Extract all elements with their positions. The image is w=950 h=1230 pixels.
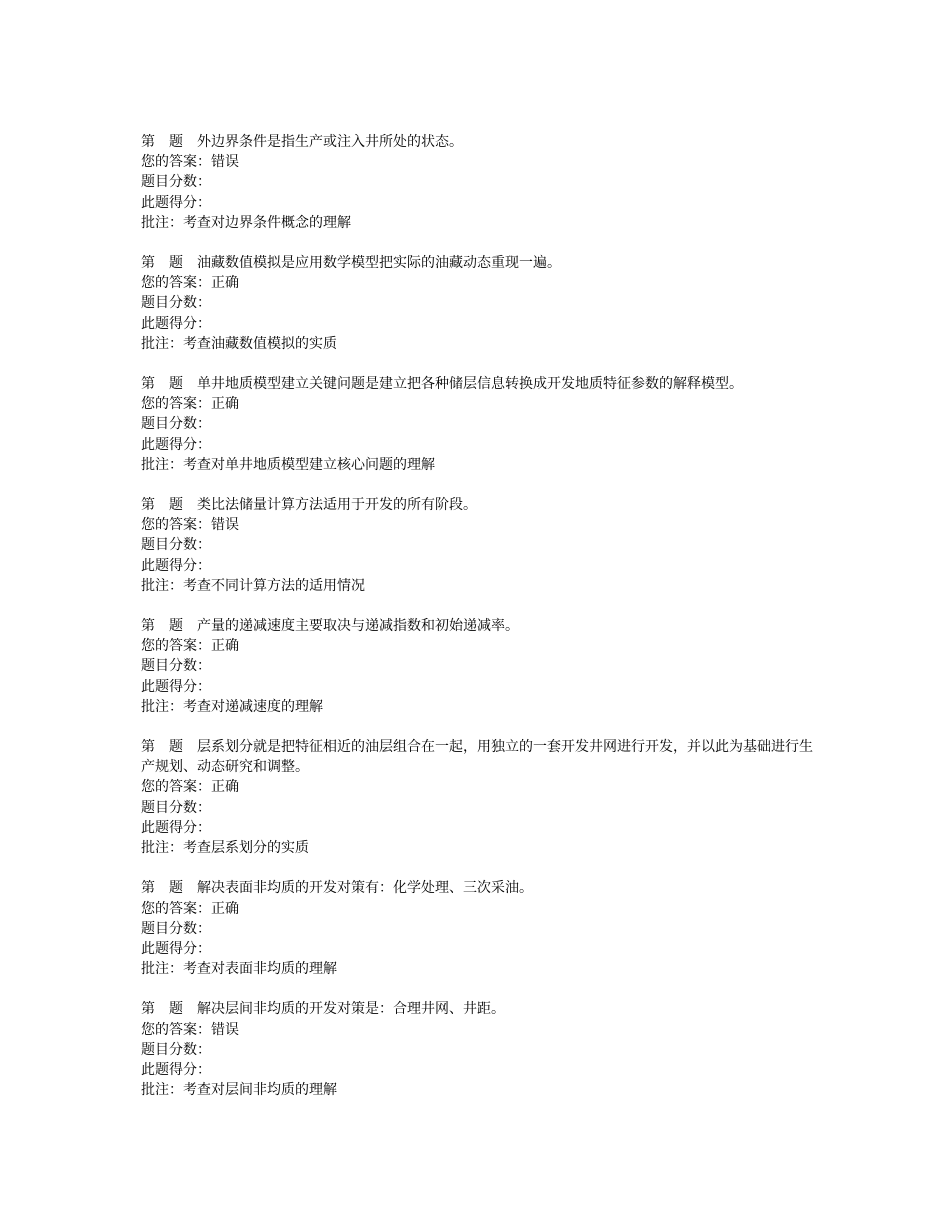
answer-label: 您的答案：	[141, 638, 211, 655]
note-value: 考查油藏数值模拟的实质	[183, 335, 337, 352]
answer-line	[141, 515, 821, 535]
earned-line	[141, 1060, 821, 1080]
answer-value: 正确	[211, 396, 239, 413]
ti-label: 题	[169, 1001, 183, 1018]
question-number-label	[141, 737, 197, 757]
note-label: 批注：	[141, 1082, 183, 1099]
question-text-line	[141, 253, 821, 273]
question-text: 外边界条件是指生产或注入井所处的状态。	[197, 134, 463, 150]
score-label: 题目分数：	[141, 295, 211, 312]
earned-label: 此题得分：	[141, 194, 211, 211]
di-label: 第	[141, 255, 155, 272]
earned-line	[141, 435, 821, 455]
document-page	[141, 132, 821, 1120]
question-text-line	[141, 999, 821, 1019]
answer-line	[141, 1020, 821, 1040]
note-value: 考查对层间非均质的理解	[183, 1082, 337, 1099]
answer-line	[141, 152, 821, 172]
question-text: 油藏数值模拟是应用数学模型把实际的油藏动态重现一遍。	[197, 255, 561, 272]
question-number-label	[141, 374, 197, 394]
note-value: 考查对递减速度的理解	[183, 698, 323, 715]
answer-line	[141, 777, 821, 797]
answer-value: 正确	[211, 275, 239, 292]
ti-label: 题	[169, 739, 183, 756]
di-label: 第	[141, 1001, 155, 1018]
note-value: 考查不同计算方法的适用情况	[183, 577, 365, 594]
answer-value: 正确	[211, 779, 239, 796]
answer-label: 您的答案：	[141, 275, 211, 292]
question-text-line	[141, 374, 821, 394]
question-block-1	[141, 132, 821, 233]
note-value: 考查对边界条件概念的理解	[183, 214, 351, 231]
di-label: 第	[141, 618, 155, 635]
score-label: 题目分数：	[141, 920, 211, 937]
answer-value: 错误	[211, 1021, 239, 1038]
earned-label: 此题得分：	[141, 315, 211, 332]
score-label: 题目分数：	[141, 416, 211, 433]
score-line	[141, 798, 821, 818]
earned-line	[141, 677, 821, 697]
earned-label: 此题得分：	[141, 678, 211, 695]
earned-line	[141, 314, 821, 334]
question-text-line	[141, 132, 821, 152]
earned-line	[141, 939, 821, 959]
score-line	[141, 172, 821, 192]
question-block-2	[141, 253, 821, 354]
answer-line	[141, 273, 821, 293]
note-line	[141, 1080, 821, 1100]
answer-value: 错误	[211, 154, 239, 171]
question-text: 解决表面非均质的开发对策有：化学处理、三次采油。	[197, 880, 533, 897]
question-number-label	[141, 253, 197, 273]
score-line	[141, 414, 821, 434]
answer-label: 您的答案：	[141, 1021, 211, 1038]
note-line	[141, 959, 821, 979]
ti-label: 题	[169, 376, 183, 393]
question-text: 类比法储量计算方法适用于开发的所有阶段。	[197, 497, 477, 514]
ti-label: 题	[169, 497, 183, 514]
earned-line	[141, 818, 821, 838]
note-line	[141, 838, 821, 858]
note-label: 批注：	[141, 961, 183, 978]
score-line	[141, 656, 821, 676]
question-text-line	[141, 495, 821, 515]
earned-label: 此题得分：	[141, 436, 211, 453]
di-label: 第	[141, 376, 155, 393]
answer-line	[141, 636, 821, 656]
answer-label: 您的答案：	[141, 396, 211, 413]
question-block-7	[141, 878, 821, 979]
question-text-line	[141, 616, 821, 636]
note-value: 考查对单井地质模型建立核心问题的理解	[183, 456, 435, 473]
note-line	[141, 334, 821, 354]
answer-value: 错误	[211, 517, 239, 534]
earned-label: 此题得分：	[141, 557, 211, 574]
note-value: 考查层系划分的实质	[183, 840, 309, 857]
earned-label: 此题得分：	[141, 1061, 211, 1078]
question-block-4	[141, 495, 821, 596]
ti-label: 题	[169, 134, 183, 150]
note-label: 批注：	[141, 214, 183, 231]
question-text-line	[141, 737, 821, 777]
question-text: 解决层间非均质的开发对策是：合理井网、井距。	[197, 1001, 505, 1018]
score-line	[141, 919, 821, 939]
score-label: 题目分数：	[141, 1041, 211, 1058]
earned-label: 此题得分：	[141, 819, 211, 836]
answer-label: 您的答案：	[141, 900, 211, 917]
question-number-label	[141, 878, 197, 898]
question-text: 产量的递减速度主要取决与递减指数和初始递减率。	[197, 618, 519, 635]
score-line	[141, 535, 821, 555]
di-label: 第	[141, 739, 155, 756]
question-block-8	[141, 999, 821, 1100]
ti-label: 题	[169, 255, 183, 272]
score-line	[141, 293, 821, 313]
question-text-line	[141, 878, 821, 898]
question-block-6	[141, 737, 821, 858]
earned-label: 此题得分：	[141, 940, 211, 957]
score-label: 题目分数：	[141, 799, 211, 816]
note-label: 批注：	[141, 840, 183, 857]
note-value: 考查对表面非均质的理解	[183, 961, 337, 978]
note-line	[141, 213, 821, 233]
answer-label: 您的答案：	[141, 779, 211, 796]
answer-label: 您的答案：	[141, 517, 211, 534]
di-label: 第	[141, 880, 155, 897]
question-text: 单井地质模型建立关键问题是建立把各种储层信息转换成开发地质特征参数的解释模型。	[197, 376, 743, 393]
note-label: 批注：	[141, 335, 183, 352]
di-label: 第	[141, 497, 155, 514]
question-text: 层系划分就是把特征相近的油层组合在一起，用独立的一套开发井网进行开发，并以此为基础进行生产规划、动态研究和调整。	[141, 739, 813, 776]
score-label: 题目分数：	[141, 537, 211, 554]
note-line	[141, 697, 821, 717]
answer-value: 正确	[211, 638, 239, 655]
answer-line	[141, 899, 821, 919]
score-label: 题目分数：	[141, 658, 211, 675]
question-block-5	[141, 616, 821, 717]
ti-label: 题	[169, 880, 183, 897]
answer-value: 正确	[211, 900, 239, 917]
note-label: 批注：	[141, 577, 183, 594]
score-line	[141, 1040, 821, 1060]
ti-label: 题	[169, 618, 183, 635]
question-number-label	[141, 495, 197, 515]
note-label: 批注：	[141, 698, 183, 715]
di-label: 第	[141, 134, 155, 150]
earned-line	[141, 193, 821, 213]
note-line	[141, 576, 821, 596]
answer-line	[141, 394, 821, 414]
question-number-label	[141, 132, 197, 152]
earned-line	[141, 556, 821, 576]
question-number-label	[141, 616, 197, 636]
score-label: 题目分数：	[141, 174, 211, 191]
note-label: 批注：	[141, 456, 183, 473]
answer-label: 您的答案：	[141, 154, 211, 171]
question-number-label	[141, 999, 197, 1019]
question-block-3	[141, 374, 821, 475]
note-line	[141, 455, 821, 475]
